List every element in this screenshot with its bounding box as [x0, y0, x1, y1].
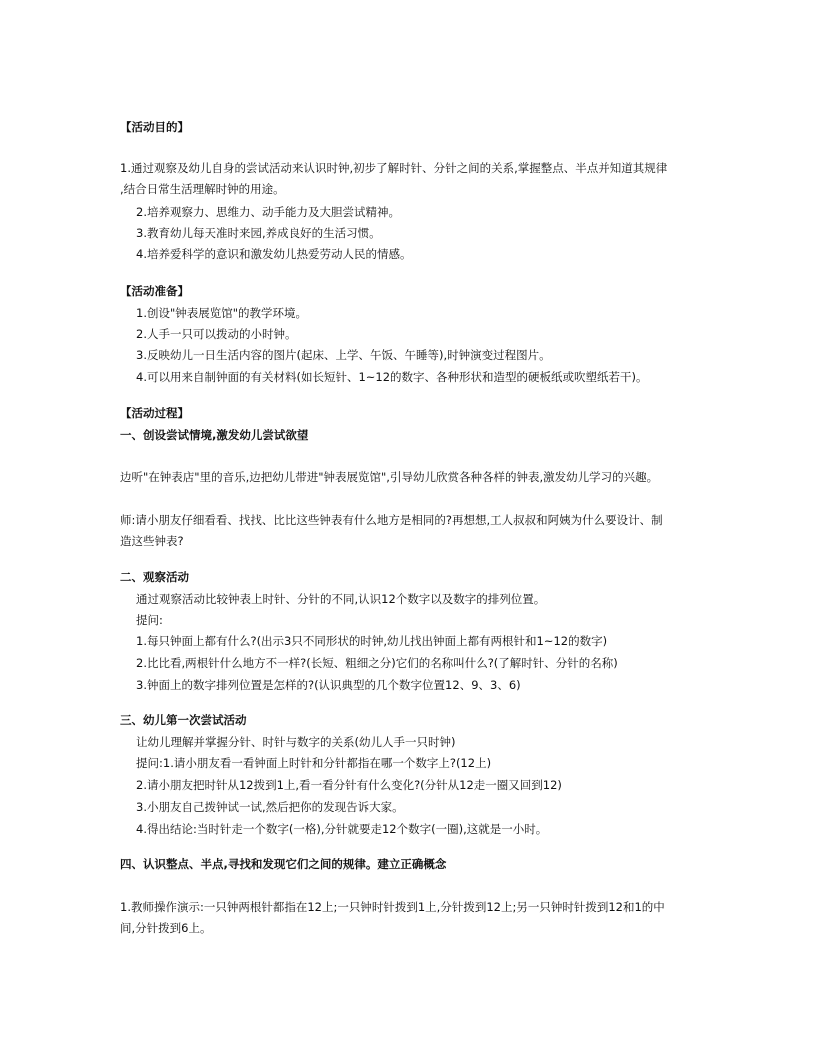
goals-item-2: 2.培养观察力、思维力、动手能力及大胆尝试精神。 — [136, 205, 400, 219]
process-part-2-question-label: 提问: — [136, 613, 163, 627]
process-part-1-heading: 一、创设尝试情境,激发幼儿尝试欲望 — [120, 428, 309, 442]
process-part-3-item-1: 提问:1.请小朋友看一看钟面上时针和分针都指在哪一个数字上?(12上) — [136, 756, 492, 770]
process-part-3-item-3: 3.小朋友自己拨钟试一试,然后把你的发现告诉大家。 — [136, 800, 404, 814]
process-part-2-item-2: 2.比比看,两根针什么地方不一样?(长短、粗细之分)它们的名称叫什么?(了解时针、分针的名称) — [136, 656, 618, 670]
preparation-item-3: 3.反映幼儿一日生活内容的图片(起床、上学、午饭、午睡等),时钟演变过程图片。 — [136, 348, 551, 362]
process-part-3-item-4: 4.得出结论:当时针走一个数字(一格),分针就要走12个数字(一圈),这就是一小时。 — [136, 822, 548, 836]
process-part-4-paragraph-1-line-2: 间,分针拨到6上。 — [120, 921, 212, 935]
process-part-2-item-3: 3.钟面上的数字排列位置是怎样的?(认识典型的几个数字位置12、9、3、6) — [136, 678, 521, 692]
process-part-1-paragraph-2-line-1: 师:请小朋友仔细看看、找找、比比这些钟表有什么地方是相同的?再想想,工人叔叔和阿姨为什么要设计、制 — [120, 513, 663, 527]
process-part-3-intro: 让幼儿理解并掌握分针、时针与数字的关系(幼儿人手一只时钟) — [136, 735, 456, 749]
section-heading-goals: 【活动目的】 — [120, 120, 189, 134]
process-part-2-intro: 通过观察活动比较钟表上时针、分针的不同,认识12个数字以及数字的排列位置。 — [136, 592, 546, 606]
process-part-2-heading: 二、观察活动 — [120, 570, 189, 584]
goals-item-4: 4.培养爱科学的意识和激发幼儿热爱劳动人民的情感。 — [136, 247, 412, 261]
process-part-4-heading: 四、认识整点、半点,寻找和发现它们之间的规律。建立正确概念 — [120, 857, 447, 871]
section-heading-process: 【活动过程】 — [120, 406, 189, 420]
preparation-item-4: 4.可以用来自制钟面的有关材料(如长短针、1~12的数字、各种形状和造型的硬板纸或吹塑纸若干)。 — [136, 370, 648, 384]
process-part-1-paragraph-1: 边听"在钟表店"里的音乐,边把幼儿带进"钟表展览馆",引导幼儿欣赏各种各样的钟表,激发幼儿学习的兴趣。 — [120, 470, 659, 484]
process-part-1-paragraph-2-line-2: 造这些钟表? — [120, 534, 184, 548]
goals-item-1-line-1: 1.通过观察及幼儿自身的尝试活动来认识时钟,初步了解时针、分针之间的关系,掌握整点、半点并知道其规律 — [120, 161, 668, 175]
process-part-2-item-1: 1.每只钟面上都有什么?(出示3只不同形状的时钟,幼儿找出钟面上都有两根针和1~12的数字) — [136, 634, 608, 648]
process-part-3-heading: 三、幼儿第一次尝试活动 — [120, 713, 247, 727]
process-part-4-paragraph-1-line-1: 1.教师操作演示:一只钟两根针都指在12上;一只钟时针拨到1上,分针拨到12上;另一只钟时针拨到12和1的中 — [120, 900, 665, 914]
goals-item-1-line-2: ,结合日常生活理解时钟的用途。 — [120, 182, 285, 196]
goals-item-3: 3.教育幼儿每天准时来园,养成良好的生活习惯。 — [136, 226, 381, 240]
section-heading-preparation: 【活动准备】 — [120, 284, 189, 298]
preparation-item-2: 2.人手一只可以拨动的小时钟。 — [136, 327, 297, 341]
preparation-item-1: 1.创设"钟表展览馆"的教学环境。 — [136, 306, 308, 320]
process-part-3-item-2: 2.请小朋友把时针从12拨到1上,看一看分针有什么变化?(分针从12走一圈又回到12) — [136, 778, 562, 792]
